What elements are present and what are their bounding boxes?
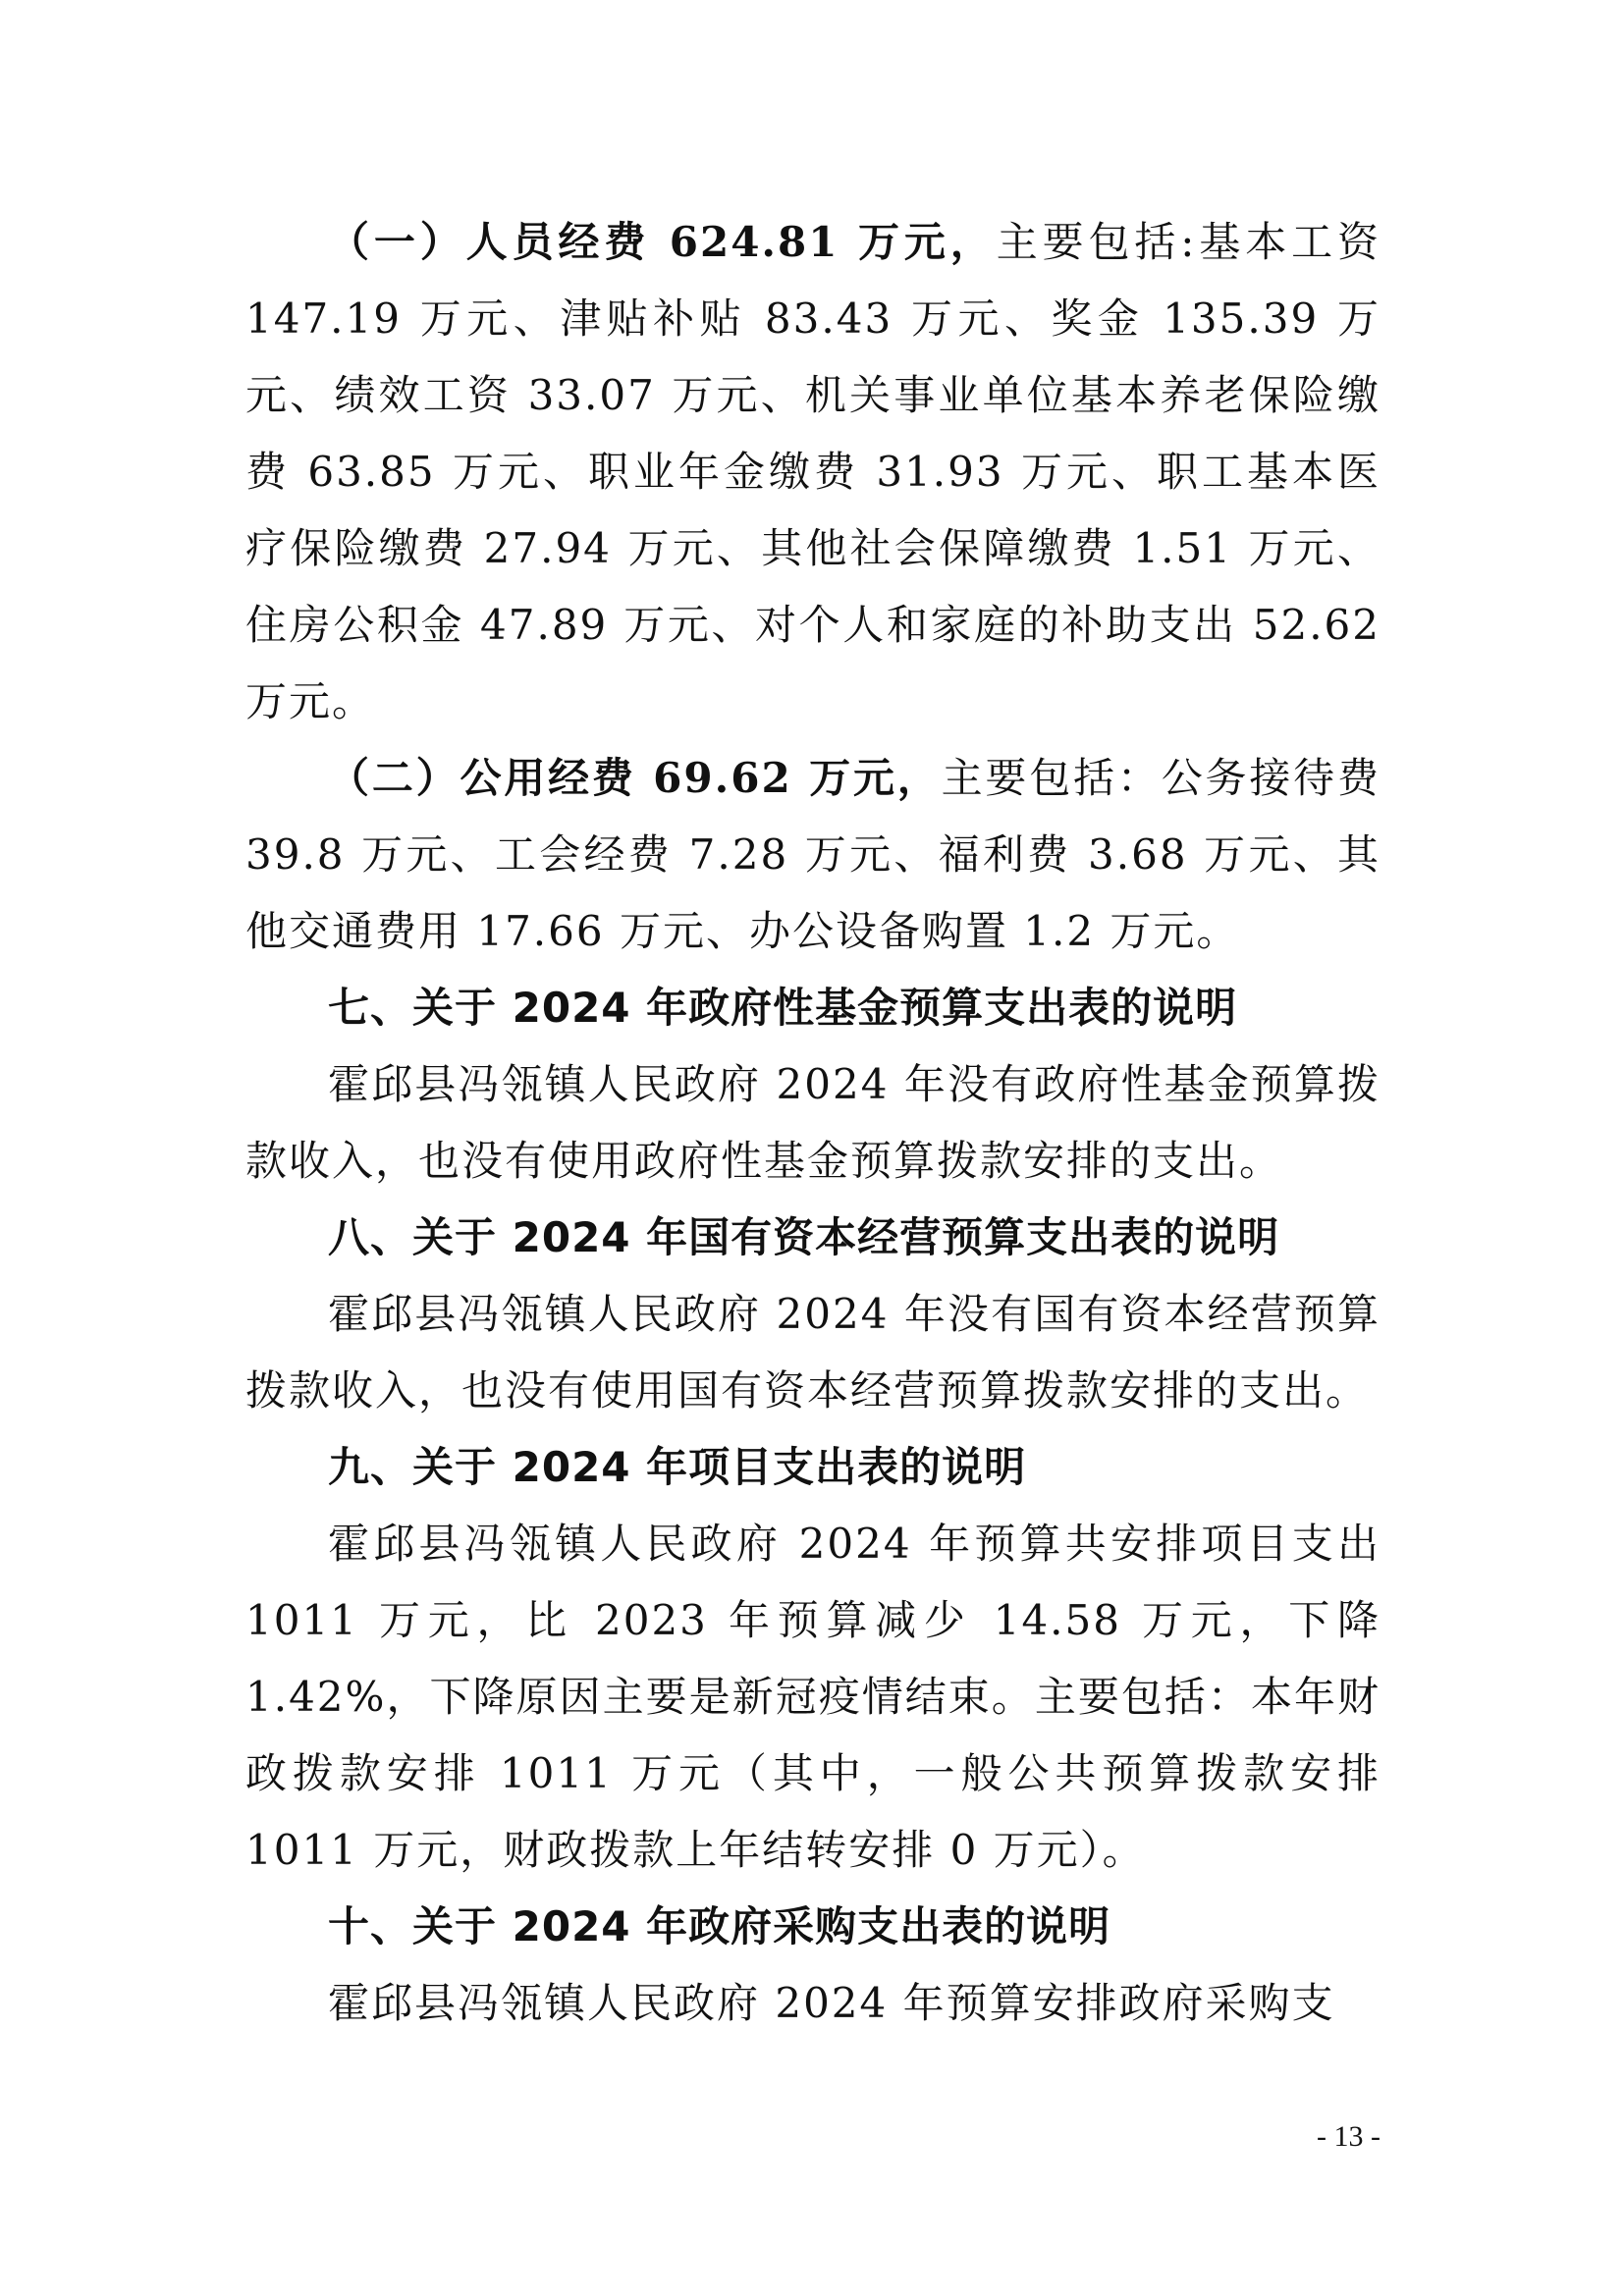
section-seven-text: 霍邱县冯瓴镇人民政府 2024 年没有政府性基金预算拨款收入，也没有使用政府性基金预算拨款安排的支出。 (245, 1060, 1380, 1185)
section-nine-heading: 九、关于 2024 年项目支出表的说明 (328, 1443, 1027, 1491)
public-expense-text: 主要包括：公务接待费 39.8 万元、工会经费 7.28 万元、福利费 3.68 万元、其他交通费用 17.66 万元、办公设备购置 1.2 万元。 (245, 754, 1380, 955)
section-eight-text: 霍邱县冯瓴镇人民政府 2024 年没有国有资本经营预算拨款收入，也没有使用国有资本经营预算拨款安排的支出。 (245, 1290, 1380, 1415)
personnel-expense-text: 主要包括:基本工资 147.19 万元、津贴补贴 83.43 万元、奖金 135.39 万元、绩效工资 33.07 万元、机关事业单位基本养老保险缴费 63.85 万元、职业年金缴费 31.93 万元、职工基本医疗保险缴费 27.94 万元、其他社会保障缴费 1.51 万元、住房公积金 47.89 万元、对个人和家庭的补助支出 52.62 万元。 (245, 218, 1380, 725)
section-seven-heading: 七、关于 2024 年政府性基金预算支出表的说明 (328, 984, 1238, 1032)
section-nine-text: 霍邱县冯瓴镇人民政府 2024 年预算共安排项目支出 1011 万元，比 2023 年预算减少 14.58 万元，下降 1.42%，下降原因主要是新冠疫情结束。主要包括：本年财政拨款安排 1011 万元（其中，一般公共预算拨款安排 1011 万元，财政拨款上年结转安排 0 万元）。 (245, 1520, 1380, 1874)
public-expense-lead: （二）公用经费 69.62 万元， (328, 754, 942, 802)
document-body (245, 204, 1380, 2042)
section-ten-heading: 十、关于 2024 年政府采购支出表的说明 (328, 1902, 1111, 1950)
personnel-expense-lead: （一）人员经费 624.81 万元， (328, 218, 997, 266)
page-number: - 13 - (1317, 2120, 1380, 2153)
personnel-expense-paragraph (245, 204, 1380, 740)
section-eight-heading: 八、关于 2024 年国有资本经营预算支出表的说明 (328, 1213, 1280, 1261)
section-ten-text: 霍邱县冯瓴镇人民政府 2024 年预算安排政府采购支 (328, 1979, 1335, 2027)
public-expense-paragraph (245, 740, 1380, 970)
